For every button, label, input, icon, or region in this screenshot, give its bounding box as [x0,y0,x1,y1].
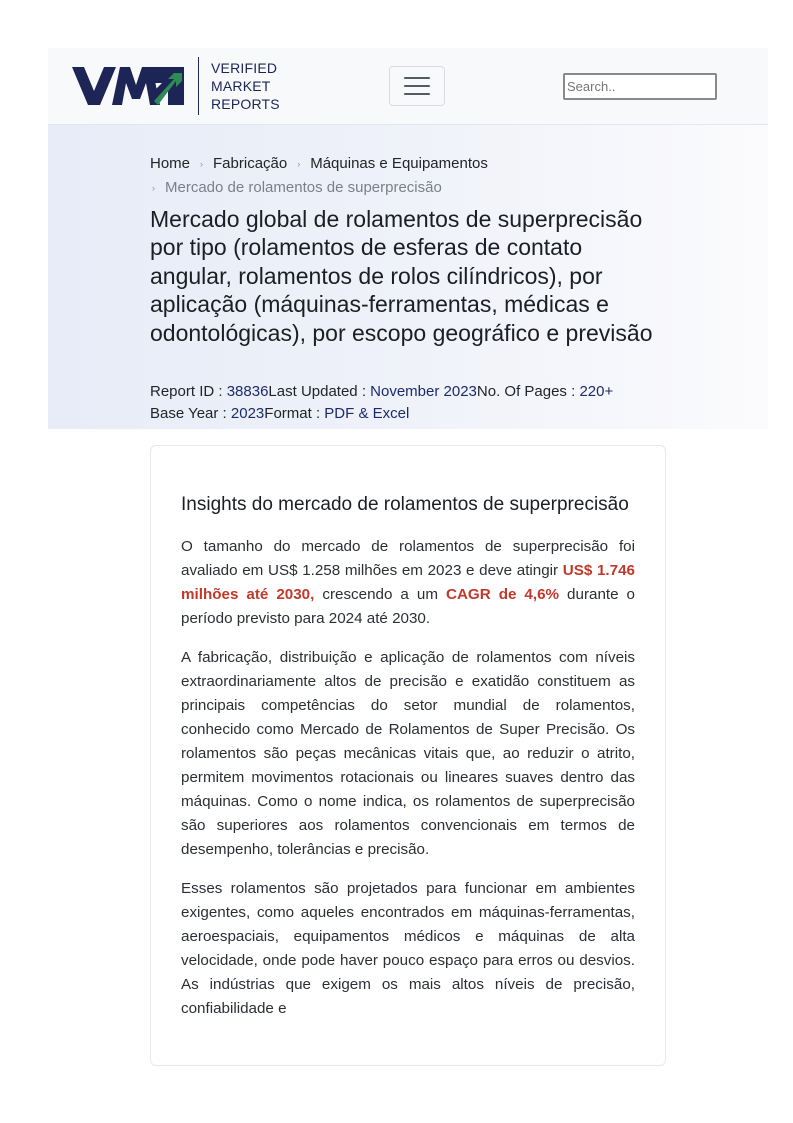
paragraph-text: durante o período previsto para 2024 até 2030. [181,586,636,627]
format-value: PDF & Excel [324,405,410,422]
highlight-cagr: CAGR de 4,6% [445,586,560,603]
logo-divider [198,57,199,115]
paragraph-industry-overview: A fabricação, distribuição e aplicação de rolamentos com níveis extraordinariamente altos de precisão e exatidão constituem as principais competências do setor mundial de rolamentos, conhecido como Mercado de Rolamentos de Super Precisão. Os rolamentos são peças mecânicas vitais que, ao reduzir o atrito, permitem movimentos rotacionais ou lineares suaves dentro das máquinas. Como o nome indica, os rolamentos de superprecisão são superiores aos rolamentos convencionais em termos de desempenho, tolerâncias e precisão. [181,649,635,858]
menu-toggle-button[interactable] [389,66,445,106]
paragraph-text: O tamanho do mercado de rolamentos de superprecisão foi avaliado em US$ 1.258 milhões em 2023 e deve atingir [181,538,635,579]
page-title: Mercado global de rolamentos de superprecisão por tipo (rolamentos de esferas de contato angular, rolamentos de rolos cilíndricos), por aplicação (máquinas-ferramentas, médicas e odontológicas), por escopo geográfico e previsão [150,206,653,346]
search-input[interactable] [563,73,717,100]
paragraph-market-size [181,535,635,631]
vmr-logo-icon [72,67,184,105]
report-hero [48,125,768,429]
site-logo[interactable] [72,56,280,116]
pages-label: No. Of Pages : [476,383,580,400]
logo-wordmark: VERIFIED MARKET REPORTS [211,60,280,112]
hamburger-line-icon [404,93,430,95]
chevron-right-icon: › [297,159,301,169]
paragraph-text: crescendo a um [314,586,446,603]
hamburger-line-icon [404,77,430,79]
breadcrumb-category-link[interactable]: Fabricação [213,155,288,172]
report-id-value: 38836 [226,383,269,400]
highlight-forecast-value: US$ 1.746 milhões até 2030, [181,562,635,603]
breadcrumb [150,152,570,200]
market-insights-card [150,445,666,1066]
hamburger-line-icon [404,85,430,87]
section-heading: Insights do mercado de rolamentos de superprecisão [181,494,629,515]
breadcrumb-home-link[interactable]: Home [150,155,191,172]
chevron-right-icon: › [152,183,155,193]
site-header [48,48,768,125]
format-label: Format : [264,405,325,422]
chevron-right-icon: › [200,159,204,169]
last-updated-label: Last Updated : [268,383,371,400]
base-year-label: Base Year : [150,405,231,422]
last-updated-value: November 2023 [370,383,477,400]
paragraph-applications: Esses rolamentos são projetados para funcionar em ambientes exigentes, como aqueles encontrados em máquinas-ferramentas, aeroespaciais, equipamentos médicos e máquinas de alta velocidade, onde pode haver pouco espaço para erros ou desvios. As indústrias que exigem os mais altos níveis de precisão, confiabilidade e [181,880,635,1017]
breadcrumb-current: Mercado de rolamentos de superprecisão [165,179,442,196]
report-meta [150,381,710,425]
base-year-value: 2023 [230,405,265,422]
pages-value: 220+ [579,383,614,400]
breadcrumb-subcategory-link[interactable]: Máquinas e Equipamentos [310,155,488,172]
report-id-label: Report ID : [150,383,227,400]
